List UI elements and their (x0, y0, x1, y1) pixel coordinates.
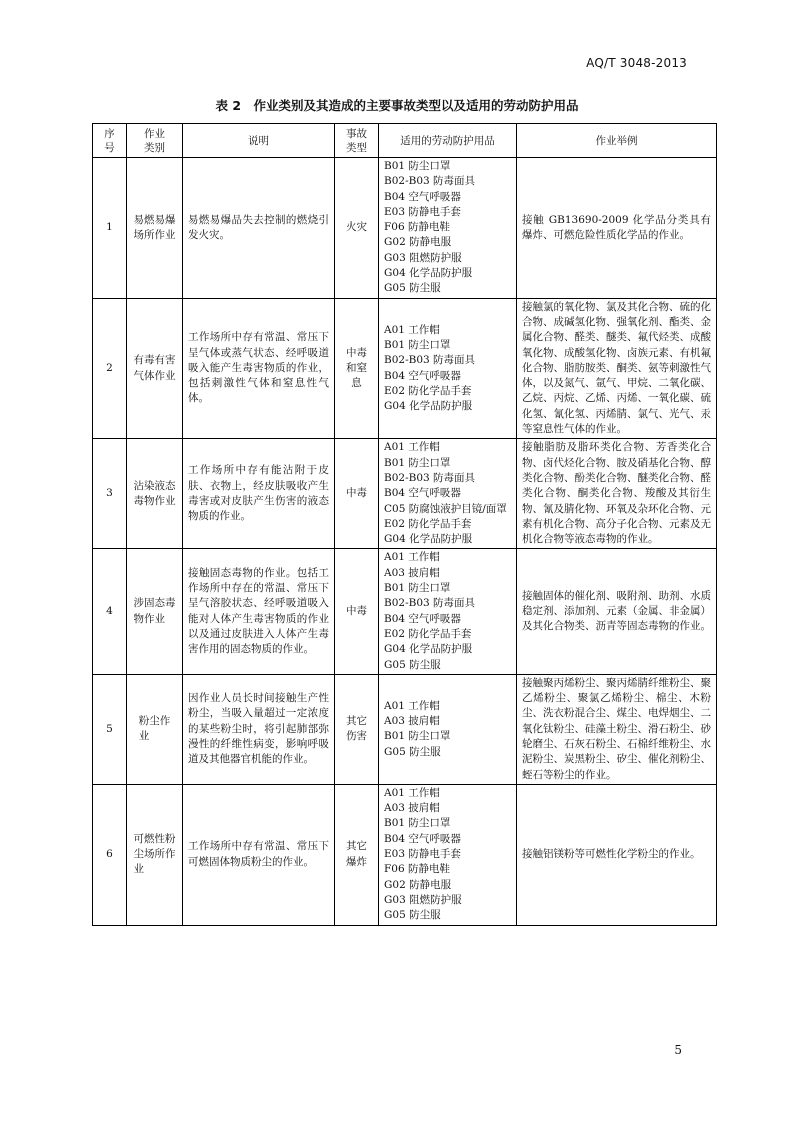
table-row (93, 158, 717, 299)
row-category (127, 674, 183, 784)
equipment-item: B04 空气呼吸器 (384, 487, 461, 500)
equipment-item: G04 化学品防护服 (384, 400, 473, 413)
row-equipment (379, 439, 517, 549)
equipment-item: A01 工作帽 (384, 786, 440, 799)
equipment-item: B01 防尘口罩 (384, 338, 451, 351)
ppe-table (92, 123, 717, 926)
equipment-item: E02 防化学品手套 (384, 627, 472, 640)
table-body (93, 158, 717, 926)
equipment-item: G04 化学品防护服 (384, 643, 473, 656)
header-description: 说明 (183, 124, 335, 158)
equipment-item: F06 防静电鞋 (384, 863, 450, 876)
row-category-text: 涉固态毒物作业 (133, 597, 176, 625)
equipment-item: E03 防静电手套 (384, 848, 461, 861)
row-category-text: 沾染液态毒物作业 (133, 479, 176, 507)
row-equipment (379, 674, 517, 784)
header-examples: 作业举例 (517, 124, 717, 158)
equipment-item: G02 防静电服 (384, 236, 452, 249)
equipment-item: A03 披肩帽 (384, 715, 440, 728)
table-header-row (93, 124, 717, 158)
header-accident-line: 类型 (346, 141, 367, 154)
equipment-item: E02 防化学品手套 (384, 517, 472, 530)
equipment-item: B01 防尘口罩 (384, 456, 451, 469)
equipment-item: G05 防尘服 (384, 745, 441, 758)
equipment-item: B02-B03 防毒面具 (384, 471, 476, 484)
equipment-item: A03 披肩帽 (384, 566, 440, 579)
table-row (93, 439, 717, 549)
equipment-item: B04 空气呼吸器 (384, 190, 461, 203)
equipment-item: G03 阻燃防护服 (384, 893, 462, 906)
equipment-item: A01 工作帽 (384, 441, 440, 454)
row-equipment (379, 549, 517, 674)
table-row (93, 674, 717, 784)
header-accident-line: 事故 (346, 127, 367, 140)
equipment-item: E03 防静电手套 (384, 205, 461, 218)
equipment-item: F06 防静电鞋 (384, 221, 450, 234)
row-description: 易燃易爆品失去控制的燃烧引发火灾。 (183, 158, 335, 299)
equipment-item: B02-B03 防毒面具 (384, 354, 476, 367)
row-number: 3 (93, 439, 127, 549)
row-category (127, 549, 183, 674)
row-examples: 接触固体的催化剂、吸附剂、助剂、水质稳定剂、添加剂、元素（金属、非金属）及其化合物类、沥青等固态毒物的作业。 (517, 549, 717, 674)
row-description: 工作场所中存有常温、常压下呈气体或蒸气状态、经呼吸道吸入能产生毒害物质的作业，包括刺激性气体和窒息性气体。 (183, 298, 335, 439)
table-row (93, 549, 717, 674)
equipment-item: G05 防尘服 (384, 658, 441, 671)
row-accident-type (335, 298, 379, 439)
equipment-item: B02-B03 防毒面具 (384, 175, 476, 188)
row-accident-text: 中毒 (346, 604, 367, 617)
equipment-item: A01 工作帽 (384, 323, 440, 336)
equipment-item: A01 工作帽 (384, 699, 440, 712)
equipment-item: G03 阻燃防护服 (384, 251, 462, 264)
row-accident-type (335, 439, 379, 549)
table-row (93, 298, 717, 439)
row-category-text: 易燃易爆场所作业 (133, 213, 176, 241)
row-description: 工作场所中存有能沾附于皮肤、衣物上，经皮肤吸收产生毒害或对皮肤产生伤害的液态物质的作业。 (183, 439, 335, 549)
row-accident-text: 其它伤害 (346, 715, 367, 743)
row-number: 1 (93, 158, 127, 299)
header-num-line: 序 (104, 127, 115, 140)
row-description: 工作场所中存有常温、常压下可燃固体物质粉尘的作业。 (183, 784, 335, 925)
row-category-text: 粉尘作业 (138, 715, 171, 743)
equipment-item: E02 防化学品手套 (384, 384, 472, 397)
row-category (127, 784, 183, 925)
row-category-text: 可燃性粉尘场所作业 (133, 832, 176, 876)
equipment-item: G02 防静电服 (384, 878, 452, 891)
row-number: 2 (93, 298, 127, 439)
row-accident-type (335, 674, 379, 784)
row-number: 6 (93, 784, 127, 925)
equipment-item: B04 空气呼吸器 (384, 612, 461, 625)
row-description: 因作业人员长时间接触生产性粉尘，当吸入量超过一定浓度的某些粉尘时，将引起肺部弥漫性的纤维性病变，影响呼吸道及其他器官机能的作业。 (183, 674, 335, 784)
standard-code: AQ/T 3048-2013 (586, 56, 687, 70)
row-accident-type (335, 158, 379, 299)
row-accident-text: 其它爆炸 (346, 840, 367, 868)
row-accident-text: 中毒 (346, 487, 367, 500)
equipment-item: A01 工作帽 (384, 551, 440, 564)
row-accident-text: 中毒和窒息 (346, 346, 367, 390)
header-num (93, 124, 127, 158)
equipment-item: G04 化学品防护服 (384, 267, 473, 280)
row-accident-type (335, 549, 379, 674)
row-examples: 接触聚丙烯粉尘、聚丙烯腈纤维粉尘、聚乙烯粉尘、聚氯乙烯粉尘、棉尘、木粉尘、洗衣粉混合尘、煤尘、电焊烟尘、二氧化钛粉尘、硅藻土粉尘、滑石粉尘、砂轮磨尘、石灰石粉尘、石棉纤维粉尘、水泥粉尘、炭黑粉尘、矽尘、催化剂粉尘、蛭石等粉尘的作业。 (517, 674, 717, 784)
header-accident-type (335, 124, 379, 158)
header-equipment: 适用的劳动防护用品 (379, 124, 517, 158)
row-examples: 接触氯的氧化物、氯及其化合物、硫的化合物、成碱氢化物、强氧化剂、酯类、金属化合物、醛类、醚类、氟代烃类、成酸氧化物、成酸氢化物、卤族元素、有机氟化合物、脂肪胺类、酮类、氨等刺激性气体，以及氮气、氩气、甲烷、二氧化碳、乙烷、丙烷、乙烯、丙烯、一氧化碳、硫化氢、氰化氢、丙烯腈、氯气、光气、汞等窒息性气体的作业。 (517, 298, 717, 439)
row-examples: 接触铝镁粉等可燃性化学粉尘的作业。 (517, 784, 717, 925)
row-examples: 接触脂肪及脂环类化合物、芳香类化合物、卤代烃化合物、胺及硝基化合物、醇类化合物、酚类化合物、醚类化合物、醛类化合物、酮类化合物、羧酸及其衍生物、氰及腈化物、环氧及杂环化合物、元素有机化合物、高分子化合物、元素及无机化合物等液态毒物的作业。 (517, 439, 717, 549)
page-number: 5 (674, 1043, 682, 1057)
equipment-item: B01 防尘口罩 (384, 817, 451, 830)
equipment-item: B01 防尘口罩 (384, 160, 451, 172)
row-description: 接触固态毒物的作业。包括工作场所中存在的常温、常压下呈气溶胶状态、经呼吸道吸入能对人体产生毒害物质的作业以及通过皮肤进入人体产生毒害作用的固态物质的作业。 (183, 549, 335, 674)
equipment-item: B02-B03 防毒面具 (384, 597, 476, 610)
row-equipment (379, 158, 517, 299)
equipment-item: C05 防腐蚀液护目镜/面罩 (384, 502, 507, 515)
equipment-item: B04 空气呼吸器 (384, 832, 461, 845)
equipment-item: A03 披肩帽 (384, 802, 440, 815)
header-category (127, 124, 183, 158)
row-category-text: 有毒有害气体作业 (133, 354, 176, 382)
header-num-line: 号 (104, 141, 115, 154)
row-equipment (379, 784, 517, 925)
row-accident-text: 火灾 (346, 221, 367, 234)
table-row (93, 784, 717, 925)
row-category (127, 298, 183, 439)
row-number: 5 (93, 674, 127, 784)
header-category-line: 作业 (144, 127, 165, 140)
row-accident-type (335, 784, 379, 925)
equipment-item: B01 防尘口罩 (384, 730, 451, 743)
equipment-item: G04 化学品防护服 (384, 533, 473, 546)
row-examples: 接触 GB13690-2009 化学品分类具有爆炸、可燃危险性质化学品的作业。 (517, 158, 717, 299)
equipment-item: G05 防尘服 (384, 909, 441, 922)
row-category (127, 439, 183, 549)
row-number: 4 (93, 549, 127, 674)
equipment-item: B04 空气呼吸器 (384, 369, 461, 382)
row-category (127, 158, 183, 299)
table-title: 表 2 作业类别及其造成的主要事故类型以及适用的劳动防护用品 (215, 98, 579, 113)
row-equipment (379, 298, 517, 439)
header-category-line: 类别 (144, 141, 165, 154)
equipment-item: B01 防尘口罩 (384, 582, 451, 595)
equipment-item: G05 防尘服 (384, 282, 441, 295)
